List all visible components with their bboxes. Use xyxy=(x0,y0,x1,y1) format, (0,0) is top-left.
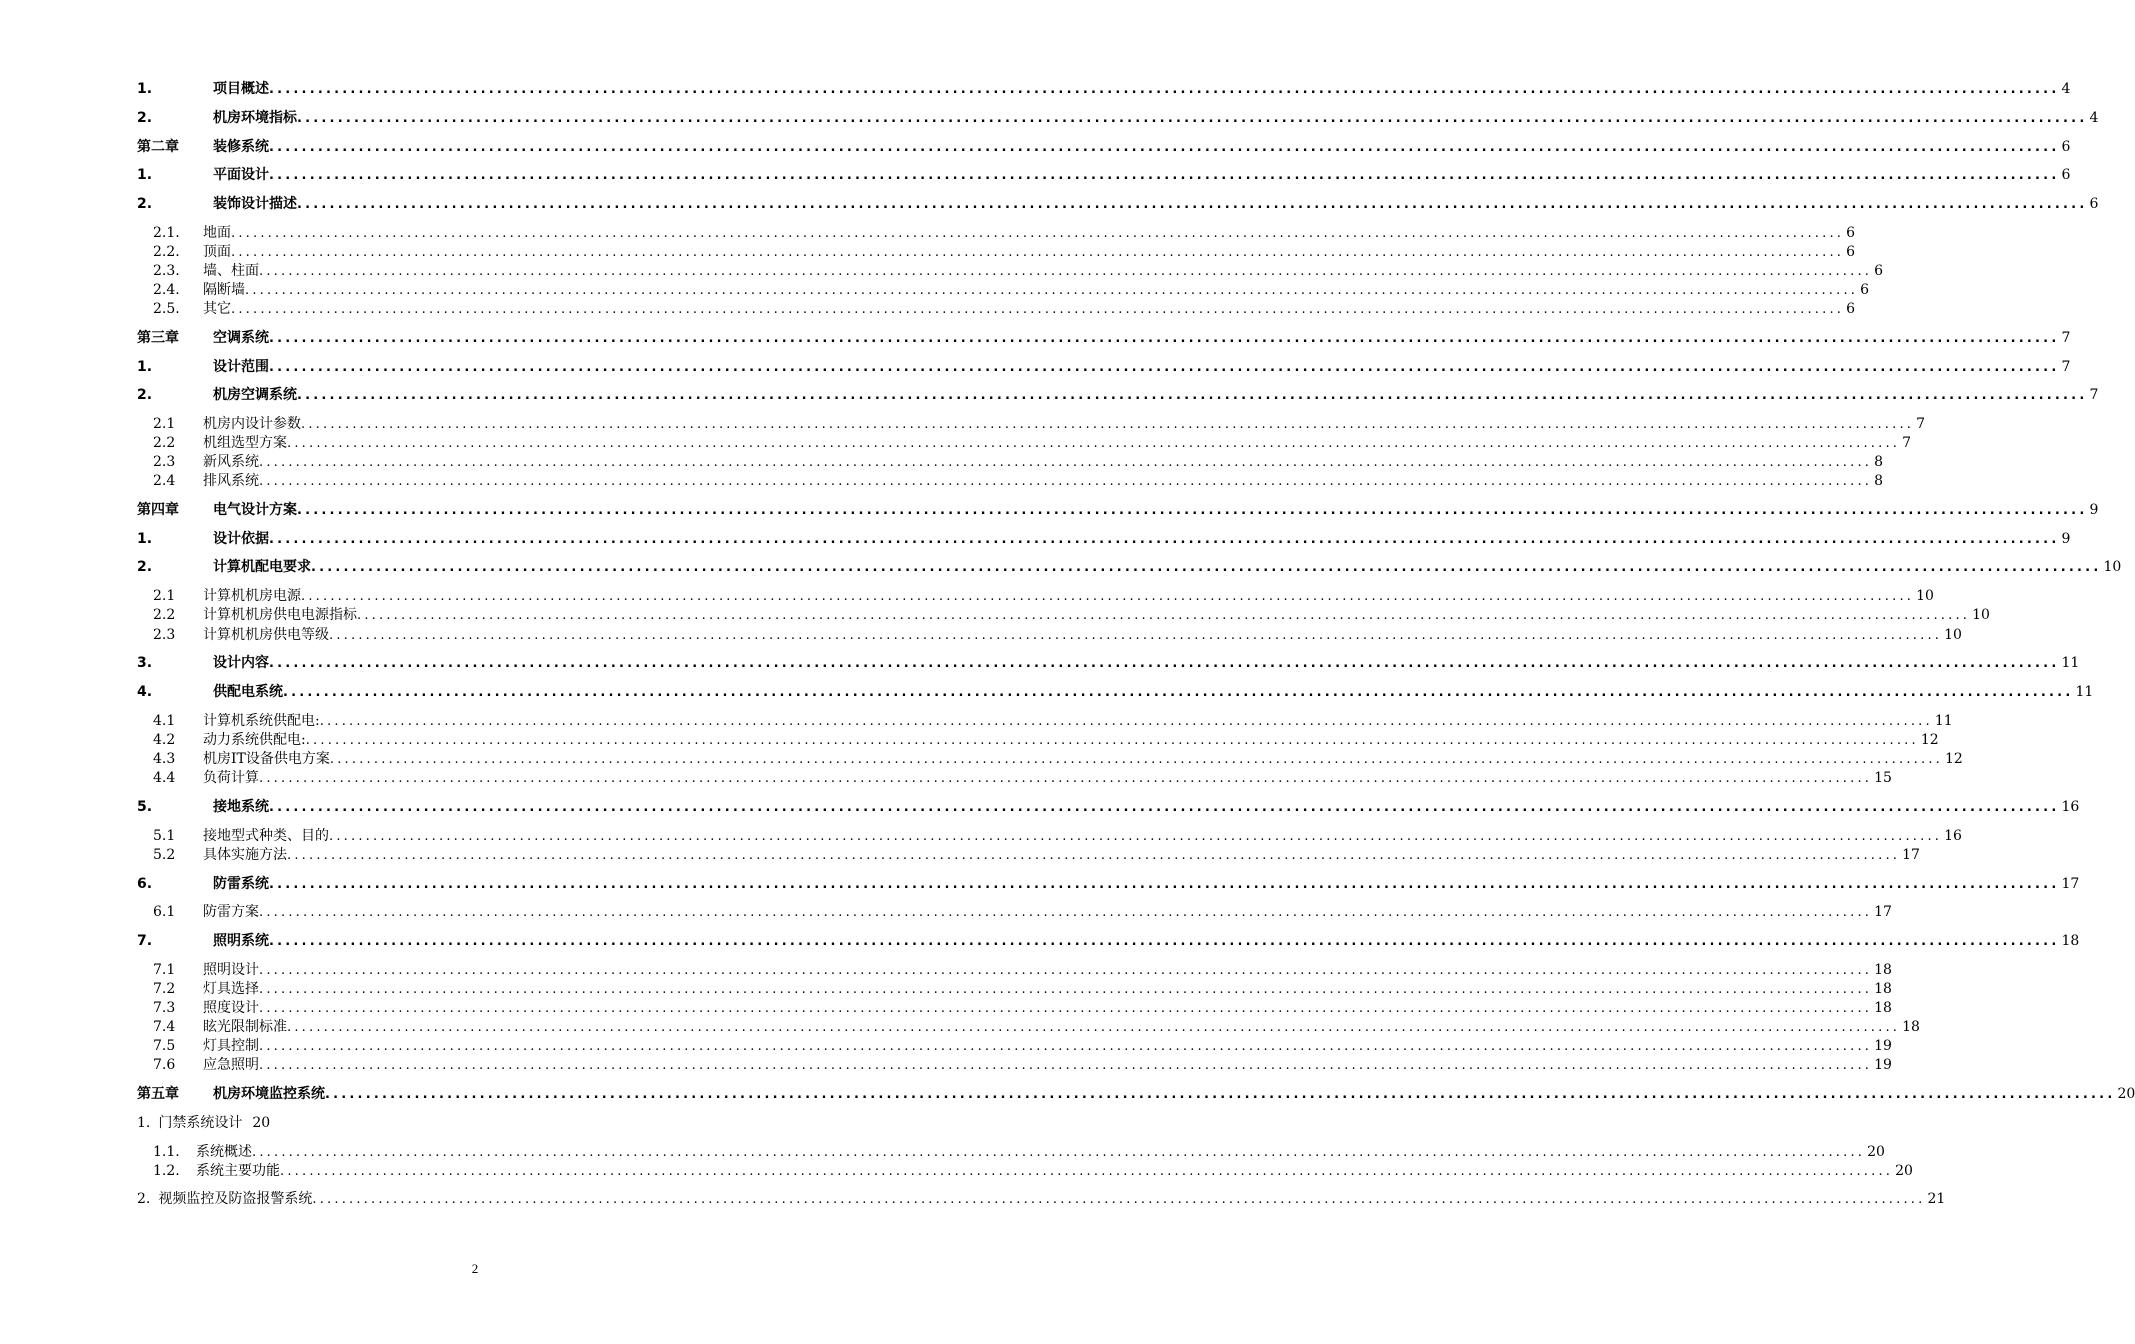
toc-entry-title: 机组选型方案 xyxy=(203,435,287,451)
toc-entry-number: 5.2 xyxy=(153,847,176,863)
toc-entry-title: 项目概述 xyxy=(213,81,269,97)
dot-leader: ............................................................................................................................................................................................................................ xyxy=(259,982,1873,997)
dot-leader: ............................................................................................................................................................................................................................ xyxy=(269,331,2060,346)
toc-entry[interactable] xyxy=(0,223,1856,243)
toc-entry-line xyxy=(203,979,1892,1000)
toc-entry-line xyxy=(213,557,2122,578)
toc-entry[interactable] xyxy=(0,845,1920,865)
toc-entry-title: 新风系统 xyxy=(203,454,259,470)
toc-entry[interactable] xyxy=(0,500,2099,520)
dot-leader: ............................................................................................................................................................................................................................ xyxy=(269,656,2060,671)
toc-entry-number: 2.4. xyxy=(153,282,180,298)
toc-entry-line xyxy=(203,1055,1892,1076)
dot-leader: ............................................................................................................................................................................................................................ xyxy=(280,1164,1894,1179)
toc-entry-line xyxy=(213,874,2080,895)
toc-entry-title: 计算机配电要求 xyxy=(213,559,311,575)
toc-entry-title: 眩光限制标准 xyxy=(203,1019,287,1035)
toc-entry-title: 设计范围 xyxy=(213,359,269,375)
toc-entry-number: 2. xyxy=(137,559,153,575)
toc-entry-title: 计算机机房供电电源指标 xyxy=(203,607,357,623)
toc-entry[interactable] xyxy=(0,165,2071,185)
toc-entry[interactable] xyxy=(0,261,1884,281)
toc-entry[interactable] xyxy=(0,328,2071,348)
toc-entry[interactable] xyxy=(0,902,1892,922)
toc-entry-number: 7. xyxy=(137,933,153,949)
toc-entry-line xyxy=(213,79,2071,100)
toc-entry-line xyxy=(213,1084,2135,1105)
toc-entry[interactable] xyxy=(0,1161,1913,1181)
toc-entry-title: 照明系统 xyxy=(213,933,269,949)
toc-entry[interactable] xyxy=(0,1113,950,1133)
toc-entry-title: 隔断墙 xyxy=(203,282,245,298)
toc-entry-line xyxy=(203,749,1963,770)
toc-entry-line xyxy=(203,414,1926,435)
toc-entry-number: 7.4 xyxy=(153,1019,176,1035)
toc-entry-page: 17 xyxy=(1874,904,1892,920)
toc-entry[interactable] xyxy=(0,452,1884,472)
toc-entry-page: 6 xyxy=(2061,139,2071,155)
toc-entry-page: 8 xyxy=(1874,454,1884,470)
toc-entry-title: 系统主要功能 xyxy=(196,1163,280,1179)
toc-entry-page: 4 xyxy=(2089,110,2099,126)
toc-entry-number: 4.4 xyxy=(153,770,176,786)
dot-leader: ............................................................................................................................................................................................................................ xyxy=(259,1001,1873,1016)
toc-entry-line xyxy=(203,605,1990,626)
toc-entry-number: 2. xyxy=(137,1191,151,1207)
dot-leader: ............................................................................................................................................................................................................................ xyxy=(259,771,1873,786)
toc-entry-line xyxy=(203,730,1939,751)
toc-entry-line xyxy=(213,385,2099,406)
dot-leader: ............................................................................................................................................................................................................................ xyxy=(269,140,2060,155)
toc-entry-title: 计算机机房供电等级 xyxy=(203,627,329,643)
toc-entry-page: 20 xyxy=(252,1115,271,1131)
dot-leader: ............................................................................................................................................................................................................................ xyxy=(329,752,1943,767)
toc-entry[interactable] xyxy=(0,931,2080,951)
toc-entry-title: 墙、柱面 xyxy=(203,263,259,279)
toc-entry-number: 1.1. xyxy=(153,1144,180,1160)
toc-entry-page: 9 xyxy=(2061,531,2071,547)
toc-entry-title: 视频监控及防盗报警系统 xyxy=(158,1191,313,1207)
dot-leader: ............................................................................................................................................................................................................................ xyxy=(357,608,1971,623)
dot-leader: ............................................................................................................................................................................................................................ xyxy=(269,82,2060,97)
dot-leader: ............................................................................................................................................................................................................................ xyxy=(287,1020,1901,1035)
toc-entry-number: 7.3 xyxy=(153,1000,176,1016)
toc-entry-page: 12 xyxy=(1945,751,1963,767)
toc-entry[interactable] xyxy=(0,1084,2135,1104)
toc-entry-page: 11 xyxy=(2061,655,2080,671)
toc-entry-page: 6 xyxy=(2061,167,2071,183)
toc-entry-page: 17 xyxy=(1902,847,1920,863)
toc-entry-page: 11 xyxy=(2075,684,2094,700)
toc-entry-line xyxy=(203,711,1953,732)
toc-entry-page: 18 xyxy=(1874,981,1892,997)
toc-entry-page: 17 xyxy=(2061,876,2080,892)
dot-leader: ............................................................................................................................................................................................................................ xyxy=(259,1039,1873,1054)
toc-entry-title: 照度设计 xyxy=(203,1000,259,1016)
toc-entry[interactable] xyxy=(0,1036,1892,1056)
dot-leader: ............................................................................................................................................................................................................................ xyxy=(305,733,1919,748)
toc-entry-number: 2.3. xyxy=(153,263,180,279)
dot-leader: ............................................................................................................................................................................................................................ xyxy=(231,245,1845,260)
toc-entry-page: 7 xyxy=(1916,416,1926,432)
toc-entry[interactable] xyxy=(0,194,2099,214)
toc-entry-number: 2.1. xyxy=(153,225,180,241)
dot-leader: ............................................................................................................................................................................................................................ xyxy=(259,905,1873,920)
toc-entry-title: 其它 xyxy=(203,301,231,317)
toc-entry-line xyxy=(203,433,1912,454)
toc-entry[interactable] xyxy=(0,79,2071,99)
toc-entry-line xyxy=(203,625,1962,646)
toc-entry-line xyxy=(203,586,1934,607)
toc-entry-line xyxy=(203,280,1870,301)
dot-leader: ............................................................................................................................................................................................................................ xyxy=(259,1058,1873,1073)
toc-entry-number: 2.1 xyxy=(153,588,176,604)
toc-entry[interactable] xyxy=(0,711,1953,731)
toc-entry-number: 1. xyxy=(137,359,153,375)
toc-entry-line xyxy=(203,768,1892,789)
dot-leader: ............................................................................................................................................................................................................................ xyxy=(329,628,1943,643)
toc-entry-title: 排风系统 xyxy=(203,473,259,489)
toc-entry-number: 2. xyxy=(137,387,153,403)
dot-leader: ............................................................................................................................................................................................................................ xyxy=(245,283,1859,298)
toc-entry-number: 7.1 xyxy=(153,962,176,978)
toc-entry[interactable] xyxy=(0,385,2099,405)
toc-entry-title: 动力系统供配电: xyxy=(203,732,306,748)
toc-entry-line xyxy=(213,194,2099,215)
toc-entry[interactable] xyxy=(0,414,1926,434)
toc-entry-line xyxy=(203,242,1856,263)
toc-entry-line xyxy=(213,165,2071,186)
toc-entry-page: 18 xyxy=(2061,933,2080,949)
toc-entry[interactable] xyxy=(0,557,2122,577)
toc-entry-page: 7 xyxy=(2061,330,2071,346)
dot-leader: ............................................................................................................................................................................................................................ xyxy=(287,848,1901,863)
toc-entry-line xyxy=(213,653,2080,674)
toc-entry[interactable] xyxy=(0,682,2094,702)
toc-entry-page: 8 xyxy=(1874,473,1884,489)
toc-entry-line xyxy=(137,1189,1946,1210)
toc-entry-line xyxy=(213,357,2071,378)
toc-entry-number: 1. xyxy=(137,1115,151,1131)
dot-leader: ............................................................................................................................................................................................................................ xyxy=(283,685,2074,700)
toc-entry-number: 1. xyxy=(137,531,153,547)
toc-entry[interactable] xyxy=(0,768,1892,788)
toc-entry-page: 21 xyxy=(1927,1191,1946,1207)
toc-entry-number: 6. xyxy=(137,876,153,892)
dot-leader: ............................................................................................................................................................................................................................ xyxy=(297,197,2088,212)
toc-entry-line xyxy=(213,931,2080,952)
toc-entry[interactable] xyxy=(0,874,2080,894)
toc-entry[interactable] xyxy=(0,605,1990,625)
toc-entry-line xyxy=(196,1161,1913,1182)
toc-entry[interactable] xyxy=(0,730,1939,750)
toc-entry-page: 18 xyxy=(1902,1019,1920,1035)
toc-entry-title: 负荷计算 xyxy=(203,770,259,786)
toc-entry-page: 9 xyxy=(2089,502,2099,518)
toc-entry[interactable] xyxy=(0,826,1962,846)
dot-leader: ............................................................................................................................................................................................................................ xyxy=(269,934,2060,949)
toc-entry-title: 防雷系统 xyxy=(213,876,269,892)
toc-entry-title: 供配电系统 xyxy=(213,684,283,700)
dot-leader: ............................................................................................................................................................................................................................ xyxy=(231,302,1845,317)
toc-entry-page: 12 xyxy=(1920,732,1939,748)
dot-leader: ............................................................................................................................................................................................................................ xyxy=(287,436,1901,451)
toc-entry-title: 机房内设计参数 xyxy=(203,416,301,432)
toc-entry-line xyxy=(203,1036,1892,1057)
dot-leader: ............................................................................................................................................................................................................................ xyxy=(312,1192,1926,1207)
toc-entry-title: 电气设计方案 xyxy=(213,502,297,518)
toc-entry-title: 平面设计 xyxy=(213,167,269,183)
toc-entry[interactable] xyxy=(0,653,2080,673)
toc-entry-number: 2. xyxy=(137,196,153,212)
toc-entry[interactable] xyxy=(0,433,1912,453)
toc-entry-title: 门禁系统设计 xyxy=(158,1115,243,1131)
toc-entry-page: 4 xyxy=(2061,81,2071,97)
toc-entry-line xyxy=(213,108,2099,129)
toc-entry[interactable] xyxy=(0,137,2071,157)
toc-entry-line xyxy=(137,1113,270,1133)
dot-leader: ............................................................................................................................................................................................................................ xyxy=(259,963,1873,978)
toc-entry-page: 10 xyxy=(1944,627,1962,643)
toc-entry-line xyxy=(203,1017,1920,1038)
toc-entry[interactable] xyxy=(0,529,2071,549)
toc-entry-title: 地面 xyxy=(203,225,231,241)
dot-leader: ............................................................................................................................................................................................................................ xyxy=(259,474,1873,489)
toc-entry-title: 机房环境监控系统 xyxy=(213,1086,325,1102)
toc-entry[interactable] xyxy=(0,979,1892,999)
toc-entry-title: 接地型式种类、目的 xyxy=(203,828,329,844)
toc-entry-title: 接地系统 xyxy=(213,799,269,815)
toc-entry-page: 10 xyxy=(1972,607,1990,623)
toc-entry-title: 照明设计 xyxy=(203,962,259,978)
toc-entry-title: 系统概述 xyxy=(196,1144,252,1160)
toc-entry-page: 15 xyxy=(1874,770,1892,786)
toc-entry-number: 2.3 xyxy=(153,627,176,643)
toc-entry-line xyxy=(203,960,1892,981)
toc-entry-page: 10 xyxy=(1916,588,1934,604)
toc-entry-title: 灯具选择 xyxy=(203,981,259,997)
dot-leader: ............................................................................................................................................................................................................................ xyxy=(269,800,2060,815)
toc-entry-page: 19 xyxy=(1874,1038,1892,1054)
dot-leader: ............................................................................................................................................................................................................................ xyxy=(319,714,1933,729)
toc-entry[interactable] xyxy=(0,960,1892,980)
toc-entry-number: 2.5. xyxy=(153,301,180,317)
toc-entry-page: 7 xyxy=(1902,435,1912,451)
toc-entry-number: 2.1 xyxy=(153,416,176,432)
toc-entry-title: 计算机机房电源 xyxy=(203,588,301,604)
dot-leader: ............................................................................................................................................................................................................................ xyxy=(325,1087,2116,1102)
toc-entry-title: 顶面 xyxy=(203,244,231,260)
toc-entry-line xyxy=(213,328,2071,349)
toc-entry-line xyxy=(203,471,1884,492)
toc-entry-title: 机房IT设备供电方案 xyxy=(203,751,330,767)
toc-entry[interactable] xyxy=(0,625,1962,645)
dot-leader: ............................................................................................................................................................................................................................ xyxy=(269,532,2060,547)
toc-entry-line xyxy=(203,223,1856,244)
toc-entry-page: 7 xyxy=(2061,359,2071,375)
toc-entry-line xyxy=(213,797,2080,818)
dot-leader: ............................................................................................................................................................................................................................ xyxy=(259,455,1873,470)
dot-leader: ............................................................................................................................................................................................................................ xyxy=(329,829,1943,844)
toc-entry[interactable] xyxy=(0,242,1856,262)
dot-leader: ............................................................................................................................................................................................................................ xyxy=(297,503,2088,518)
toc-entry-page: 16 xyxy=(2061,799,2080,815)
toc-entry-page: 19 xyxy=(1874,1057,1892,1073)
toc-entry-title: 计算机系统供配电: xyxy=(203,713,320,729)
toc-entry-number: 3. xyxy=(137,655,153,671)
toc-entry-line xyxy=(203,299,1856,320)
toc-entry-number: 4.3 xyxy=(153,751,176,767)
toc-entry-number: 4. xyxy=(137,684,153,700)
toc-entry-number: 7.2 xyxy=(153,981,176,997)
toc-entry-title: 机房空调系统 xyxy=(213,387,297,403)
toc-entry[interactable] xyxy=(0,797,2080,817)
toc-entry[interactable] xyxy=(0,586,1934,606)
toc-entry-number: 2. xyxy=(137,110,153,126)
toc-entry-line xyxy=(203,826,1962,847)
toc-entry-number: 1. xyxy=(137,167,153,183)
page-number: 2 xyxy=(471,1261,479,1276)
toc-entry-line xyxy=(203,452,1884,473)
toc-entry-title: 机房环境指标 xyxy=(213,110,297,126)
toc-entry-page: 6 xyxy=(1860,282,1870,298)
toc-entry-number: 2.2. xyxy=(153,244,180,260)
toc-entry-number: 1.2. xyxy=(153,1163,180,1179)
toc-entry-title: 装修系统 xyxy=(213,139,269,155)
toc-entry-page: 18 xyxy=(1874,1000,1892,1016)
toc-entry-page: 16 xyxy=(1944,828,1962,844)
toc-entry-line xyxy=(213,529,2071,550)
toc-entry-number: 7.6 xyxy=(153,1057,176,1073)
toc-entry[interactable] xyxy=(0,280,1870,300)
toc-entry[interactable] xyxy=(0,1189,1946,1209)
toc-entry-number: 5. xyxy=(137,799,153,815)
toc-entry-number: 第二章 xyxy=(137,139,179,155)
toc-entry-number: 6.1 xyxy=(153,904,176,920)
toc-entry[interactable] xyxy=(0,108,2099,128)
toc-entry-page: 6 xyxy=(2089,196,2099,212)
toc-entry-number: 第三章 xyxy=(137,330,179,346)
toc-entry-number: 2.2 xyxy=(153,607,176,623)
toc-entry-page: 18 xyxy=(1874,962,1892,978)
toc-entry[interactable] xyxy=(0,1142,1885,1162)
toc-entry[interactable] xyxy=(0,299,1856,319)
toc-entry-title: 应急照明 xyxy=(203,1057,259,1073)
toc-entry-line xyxy=(196,1142,1885,1163)
toc-entry-line xyxy=(203,902,1892,923)
toc-entry-page: 20 xyxy=(1895,1163,1913,1179)
toc-entry-page: 20 xyxy=(2117,1086,2135,1102)
toc-entry-page: 6 xyxy=(1846,301,1856,317)
toc-entry-number: 第四章 xyxy=(137,502,179,518)
toc-entry-line xyxy=(203,998,1892,1019)
toc-entry-number: 5.1 xyxy=(153,828,176,844)
toc-entry[interactable] xyxy=(0,749,1963,769)
toc-entry-page: 6 xyxy=(1846,244,1856,260)
dot-leader: ............................................................................................................................................................................................................................ xyxy=(297,111,2088,126)
dot-leader: ............................................................................................................................................................................................................................ xyxy=(301,589,1915,604)
toc-entry-line xyxy=(203,261,1884,282)
toc-entry-title: 防雷方案 xyxy=(203,904,259,920)
toc-entry-title: 设计依据 xyxy=(213,531,269,547)
toc-entry-page: 11 xyxy=(1934,713,1953,729)
toc-entry-number: 4.2 xyxy=(153,732,176,748)
dot-leader: ............................................................................................................................................................................................................................ xyxy=(311,560,2102,575)
toc-entry[interactable] xyxy=(0,1017,1920,1037)
toc-entry-page: 10 xyxy=(2103,559,2122,575)
toc-entry-title: 装饰设计描述 xyxy=(213,196,297,212)
dot-leader: ............................................................................................................................................................................................................................ xyxy=(231,226,1845,241)
dot-leader: ............................................................................................................................................................................................................................ xyxy=(301,417,1915,432)
toc-entry-number: 7.5 xyxy=(153,1038,176,1054)
dot-leader: ............................................................................................................................................................................................................................ xyxy=(297,388,2088,403)
toc-entry-number: 4.1 xyxy=(153,713,176,729)
toc-entry-number: 2.3 xyxy=(153,454,176,470)
toc-entry-number: 2.4 xyxy=(153,473,176,489)
toc-entry-title: 设计内容 xyxy=(213,655,269,671)
toc-entry-number: 1. xyxy=(137,81,153,97)
toc-entry-line xyxy=(213,500,2099,521)
toc-entry-page: 6 xyxy=(1874,263,1884,279)
toc-entry-page: 20 xyxy=(1867,1144,1885,1160)
toc-entry-page: 6 xyxy=(1846,225,1856,241)
toc-entry-title: 空调系统 xyxy=(213,330,269,346)
dot-leader: ............................................................................................................................................................................................................................ xyxy=(269,168,2060,183)
toc-entry[interactable] xyxy=(0,357,2071,377)
toc-entry-title: 具体实施方法 xyxy=(203,847,287,863)
toc-entry[interactable] xyxy=(0,471,1884,491)
toc-entry-title: 灯具控制 xyxy=(203,1038,259,1054)
toc-entry-line xyxy=(213,682,2094,703)
toc-entry-page: 7 xyxy=(2089,387,2099,403)
toc-entry[interactable] xyxy=(0,1055,1892,1075)
toc-entry-number: 2.2 xyxy=(153,435,176,451)
dot-leader: ............................................................................................................................................................................................................................ xyxy=(259,264,1873,279)
dot-leader: ............................................................................................................................................................................................................................ xyxy=(252,1145,1866,1160)
dot-leader: ............................................................................................................................................................................................................................ xyxy=(269,360,2060,375)
dot-leader: ............................................................................................................................................................................................................................ xyxy=(269,877,2060,892)
toc-entry-line xyxy=(213,137,2071,158)
toc-entry[interactable] xyxy=(0,998,1892,1018)
toc-entry-line xyxy=(203,845,1920,866)
toc-entry-number: 第五章 xyxy=(137,1086,179,1102)
